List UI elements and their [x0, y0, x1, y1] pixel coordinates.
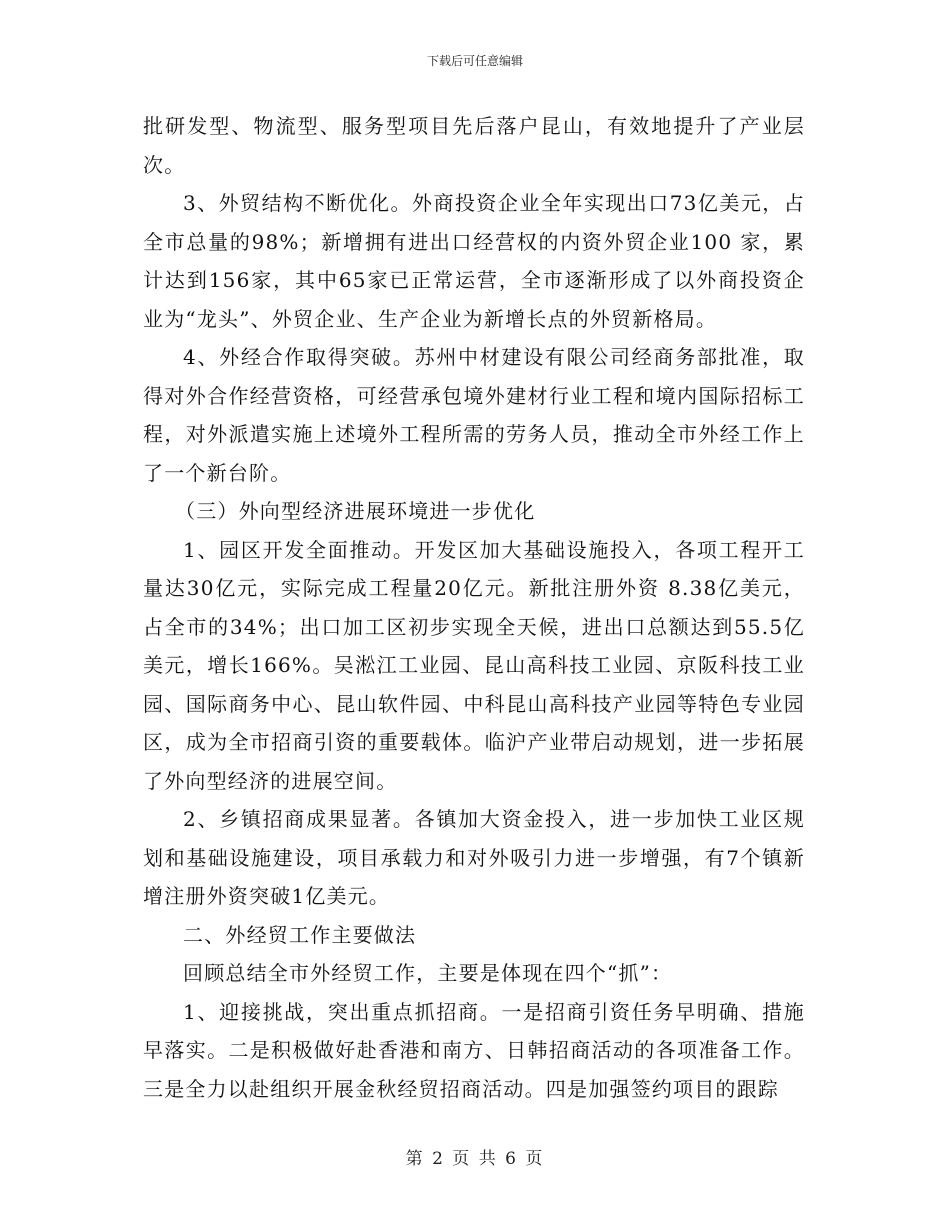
page-header: 下载后可任意编辑 — [426, 54, 523, 68]
paragraph-investment-attraction: 1、迎接挑战，突出重点抓招商。一是招商引资任务早明确、措施早落实。二是积极做好赴香港和南方、日韩招商活动的各项准备工作。三是全力以赴组织开展金秋经贸招商活动。四是加强签约项目的跟踪 — [143, 999, 805, 1101]
section-heading-practices: 二、外经贸工作主要做法 — [183, 922, 417, 947]
document-body — [143, 107, 805, 1108]
paragraph-foreign-trade: 3、外贸结构不断优化。外商投资企业全年实现出口73亿美元，占全市总量的98%；新增拥有进出口经营权的内资外贸企业100 家，累计达到156家，其中65家已正常运营，全市逐渐形成了以外商投资企业为“龙头”、外贸企业、生产企业为新增长点的外贸新格局。 — [143, 191, 805, 331]
paragraph-foreign-cooperation: 4、外经合作取得突破。苏州中材建设有限公司经商务部批准，取得对外合作经营资格，可经营承包境外建材行业工程和境内国际招标工程，对外派遣实施上述境外工程所需的劳务人员，推动全市外经工作上了一个新台阶。 — [143, 345, 805, 485]
paragraph-continuation: 批研发型、物流型、服务型项目先后落户昆山，有效地提升了产业层次。 — [143, 114, 805, 177]
paragraph-township-investment: 2、乡镇招商成果显著。各镇加大资金投入，进一步加快工业区规划和基础设施建设，项目承载力和对外吸引力进一步增强，有7个镇新增注册外资突破1亿美元。 — [143, 807, 805, 908]
paragraph-park-development: 1、园区开发全面推动。开发区加大基础设施投入，各项工程开工量达30亿元，实际完成工程量20亿元。新批注册外资 8.38亿美元，占全市的34%；出口加工区初步实现全天候，进出口总额达到55.5亿美元，增长166%。吴淞江工业园、昆山高科技工业园、京阪科技工业园、国际商务中心、昆山软件园、中科昆山高科技产业园等特色专业园区，成为全市招商引资的重要载体。临沪产业带启动规划，进一步拓展了外向型经济的进展空间。 — [143, 537, 805, 793]
paragraph-review-summary: 回顾总结全市外经贸工作，主要是体现在四个“抓”： — [183, 961, 673, 985]
page-number-footer: 第 2 页 共 6 页 — [405, 1149, 545, 1169]
section-heading-environment: （三）外向型经济进展环境进一步优化 — [175, 499, 536, 523]
